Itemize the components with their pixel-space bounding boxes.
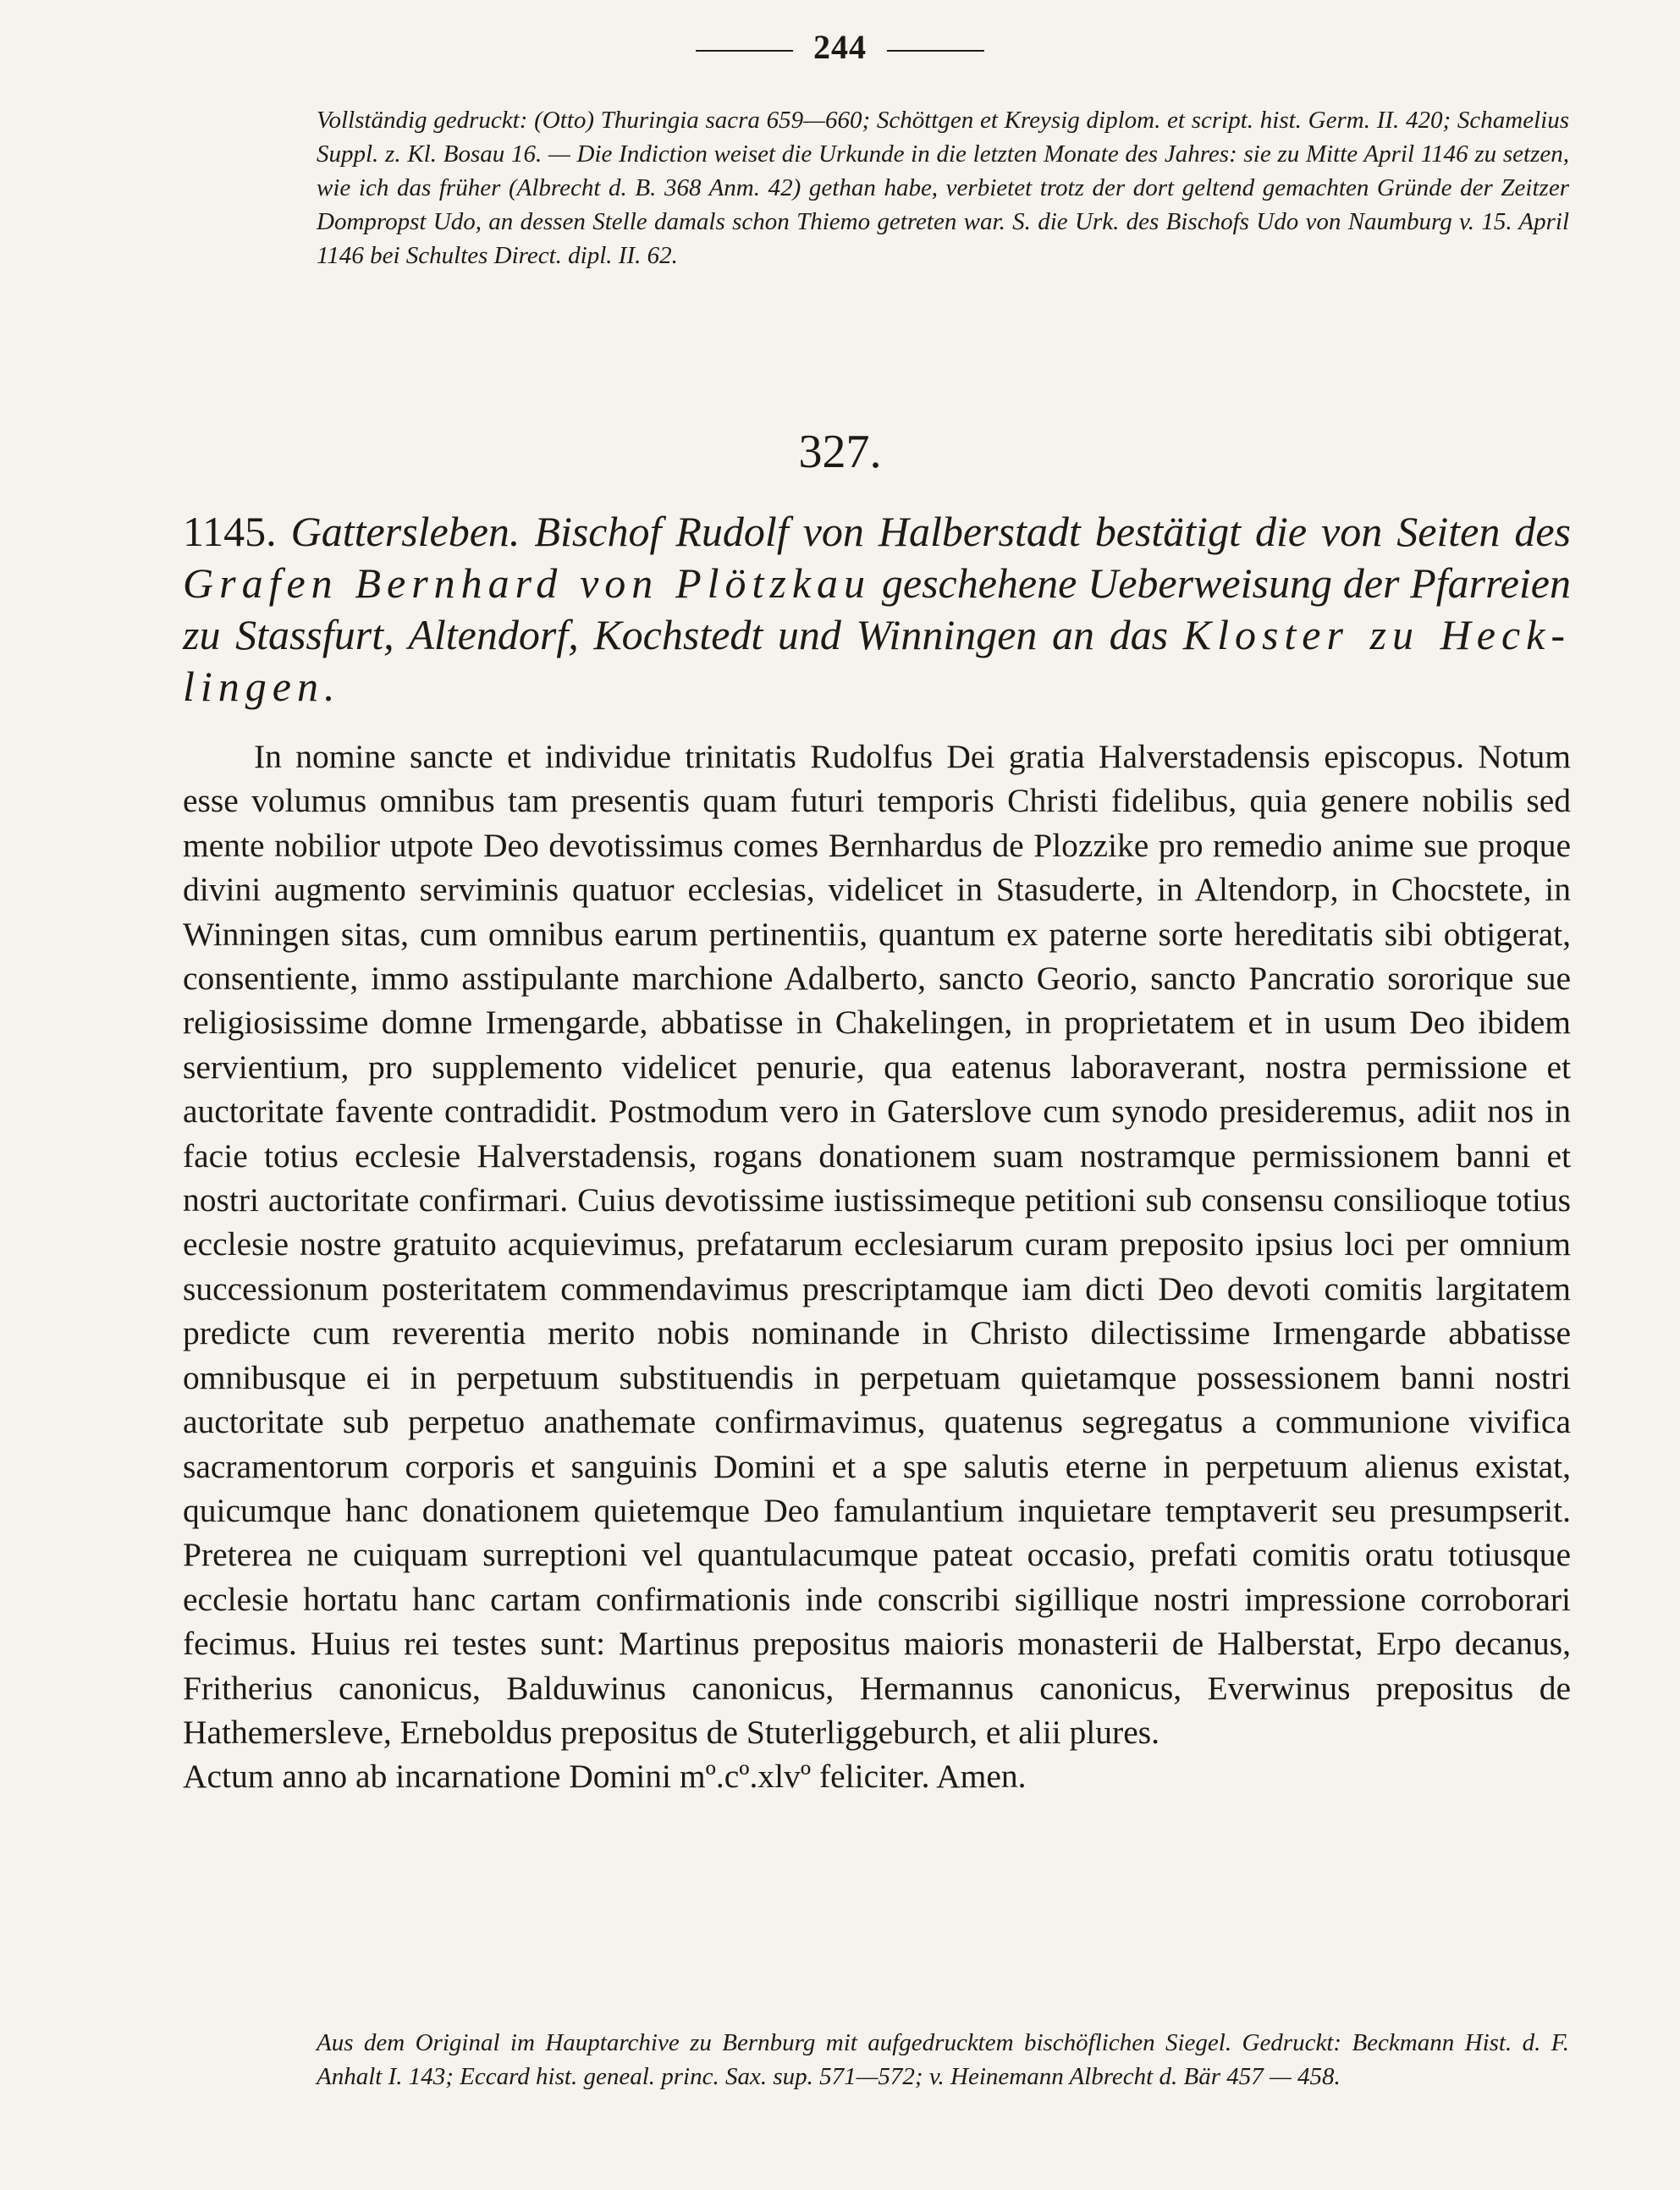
charter-body: In nomine sancte et individue trinitatis Rudolfus Dei gratia Halverstadensis episcopus. Notum esse volumus omnibus tam presentis quam futuri temporis Christi fidelibus, quia genere nobilis sed mente nobilior utpote Deo devotissimus comes Bernhardus de Plozzike pro remedio anime sue proque divini augmento serviminis quatuor ecclesias, videlicet in Stasuderte, in Altendorp, in Chocstete, in Winningen sitas, cum omnibus earum pertinentiis, quantum ex paterne sorte hereditatis sibi obtigerat, consentiente, immo asstipulante marchione Adalberto, sancto Georio, sancto Pancratio sororique sue religiosissime domne Irmengarde, abbatisse in Chakelingen, in proprietatem et in usum Deo ibidem servientium, pro supplemento videlicet penurie, qua eatenus laboraverant, nostra permissione et auctoritate favente contradidit. Postmodum vero in Gaterslove cum synodo presideremus, adiit nos in facie totius ecclesie Halverstadensis, rogans donationem suam nostramque permissionem banni et nostri auctoritate confirmari. Cuius devotissime iustissimeque petitioni sub consensu consilioque totius ecclesie nostre gratuito acquievimus, prefatarum ecclesiarum curam preposito ipsius loci per omnium successionum posteritatem commendavimus prescriptamque iam dicti Deo devoti comitis largitatem predicte cum reverentia merito nobis nominande in Christo dilectissime Irmengarde abbatisse omnibusque ei in perpetuum substituendis in perpetuam quietamque possessionem banni nostri auctoritate sub perpetuo anathemate confirmavimus, quatenus segregatus a communione vivifica sacramentorum corporis et sanguinis Domini et a spe salutis eterne in perpetuum alienus existat, quicumque hanc donationem quietemque Deo famulantium inquietare temptaverit seu presumpserit. Preterea ne cuiquam surreptioni vel quantulacumque pateat occasio, prefati comitis oratu totiusque ecclesie hortatu hanc cartam confirmationis inde conscribi sigillique nostri impressione corroborari fecimus. Huius rei testes sunt: Martinus prepositus maioris monasterii de Halberstat, Erpo decanus, Fritherius canonicus, Balduwinus canonicus, Hermannus canonicus, Everwinus prepositus de Hathemersleve, Erneboldus prepositus de Stuterliggeburch, et alii plures.	[183, 738, 1571, 1751]
regest	[183, 506, 1571, 713]
charter-text	[183, 735, 1571, 1799]
notes-bottom-text: Aus dem Original im Hauptarchive zu Bernburg mit aufgedrucktem bischöflichen Siegel. Gedruckt: Beckmann Hist. d. F. Anhalt I. 143; Eccard hist. geneal. princ. Sax. sup. 571—572; v. Heinemann Albrecht d. Bär 457 — 458.	[317, 2029, 1569, 2090]
regest-part2: geschehene Ueberweisung der Pfarreien zu Stassfurt, Altendorf, Kochstedt und Winningen an das	[183, 559, 1571, 658]
document-number: 327.	[798, 426, 882, 478]
regest-part3: .	[323, 663, 335, 710]
charter-actum: Actum anno ab incarnatione Domini mº.cº.xlvº feliciter. Amen.	[183, 1758, 1027, 1796]
notes-top-text: Vollständig gedruckt: (Otto) Thuringia sacra 659—660; Schöttgen et Kreysig diplom. et script. hist. Germ. II. 420; Schamelius Suppl. z. Kl. Bosau 16. — Die Indiction weiset die Urkunde in die letzten Monate des Jahres: sie zu Mitte April 1146 zu setzen, wie ich das früher (Albrecht d. B. 368 Anm. 42) gethan habe, verbietet trotz der dort geltend gemachten Gründe der Zeitzer Dompropst Udo, an dessen Stelle damals schon Thiemo getreten war. S. die Urk. des Bischofs Udo von Naumburg v. 15. April 1146 bei Schultes Direct. dipl. II. 62.	[317, 107, 1569, 269]
notes-bottom	[317, 2026, 1569, 2094]
page-number-text: 244	[813, 28, 867, 66]
notes-top	[317, 103, 1569, 272]
regest-kloster: Kloster zu Heck-lingen	[183, 611, 1571, 710]
rule-right	[887, 50, 984, 52]
regest-graf: Grafen Bernhard von Plötzkau	[183, 559, 872, 607]
regest-year: 1145.	[183, 508, 277, 555]
regest-part1: Gattersleben. Bischof Rudolf von Halberstadt bestätigt die von Seiten des	[290, 508, 1572, 555]
page-number	[0, 27, 1680, 67]
rule-left	[696, 50, 793, 52]
